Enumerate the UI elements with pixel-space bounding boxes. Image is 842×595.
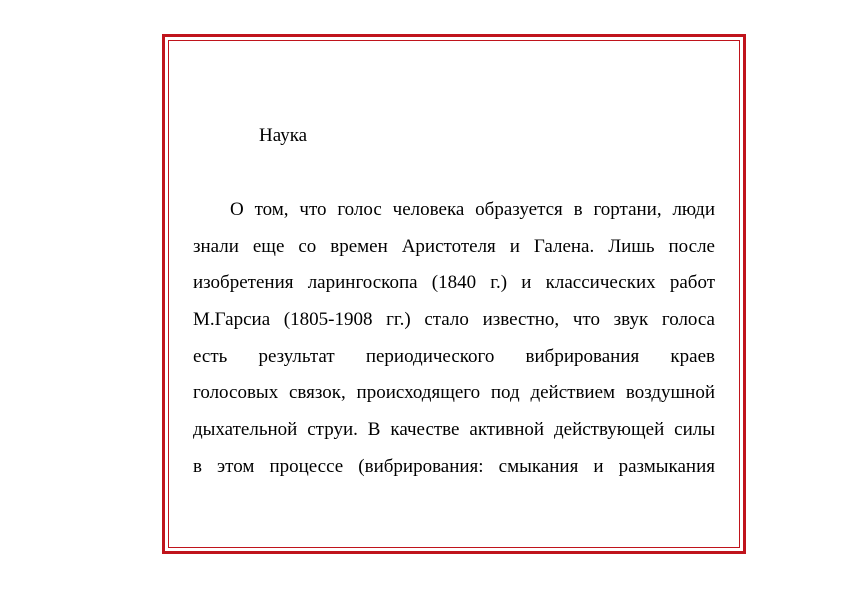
paragraph-line: изобретения ларингоскопа (1840 г.) и классических работ: [193, 272, 715, 294]
paragraph-line: есть результат периодического вибрирования краев: [193, 345, 715, 367]
paragraph-line: знали еще со времен Аристотеля и Галена. Лишь после: [193, 235, 715, 257]
paragraph-line: О том, что голос человека образуется в гортани, люди: [230, 199, 715, 220]
paragraph-line: в этом процессе (вибрирования: смыкания и размыкания: [193, 455, 715, 477]
paragraph-line: М.Гарсиа (1805-1908 гг.) стало известно, что звук голоса: [193, 309, 715, 331]
paragraph-line: дыхательной струи. В качестве активной действующей силы: [193, 419, 715, 441]
document-paragraph: [193, 192, 715, 486]
document-heading: Наука: [259, 125, 308, 146]
paragraph-line: голосовых связок, происходящего под действием воздушной: [193, 382, 715, 404]
